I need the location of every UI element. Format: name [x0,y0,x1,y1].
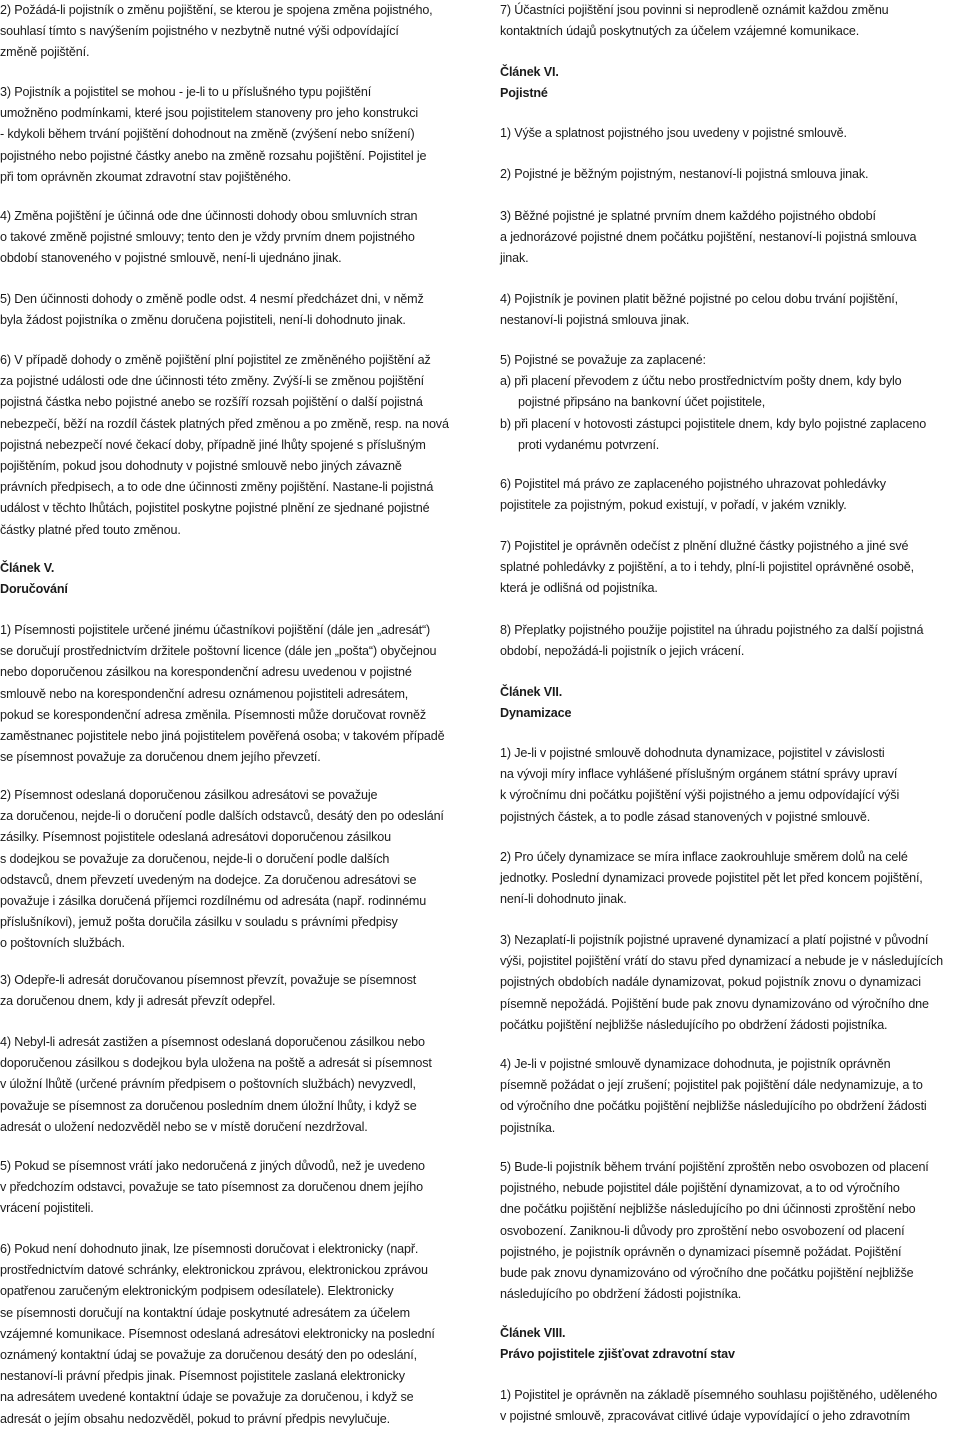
text-line: k výročnímu dni počátku pojištění výši pojistného a jemu odpovídající výši [500,788,900,803]
text-line: smlouvě nebo na korespondenční adresu oznámenou pojistiteli adresátem, [0,686,409,701]
article-heading [500,1323,960,1365]
text-line: souhlasí tímto s navýšením pojistného v nezbytně nutné výši odpovídající [0,24,399,39]
text-line: 7) Pojistitel je oprávněn odečíst z plnění dlužné částky pojistného a jiné své [500,539,909,553]
paragraph [0,1156,468,1220]
paragraph [500,0,960,42]
text-line: opatřenou zaručeným elektronickým podpisem odesílatele). Elektronicky [0,1284,394,1299]
paragraph [500,1385,960,1427]
text-line: splatné pohledávky z pojištění, a to i tehdy, plní-li pojistitel oprávněné osobě, [500,560,914,575]
text-line: pojistného, nebude pojistitel dále pojištění dynamizovat, a to od výročního [500,1181,900,1196]
article-number: Článek VIII. [500,1326,566,1340]
paragraph [0,82,468,188]
text-line: a jednorázové pojistné dnem počátku pojištění, nestanoví-li pojistná smlouva [500,230,917,245]
text-line: pojistitele za pojistným, pokud existují, v pořadí, v jakém vznikly. [500,498,847,513]
text-line: 3) Nezaplatí-li pojistník pojistné upravené dynamizací a platí pojistné v původní [500,933,929,947]
text-line: o poštovních službách. [0,936,125,951]
text-line: 6) V případě dohody o změně pojištění plní pojistitel ze změněného pojištění až [0,353,431,367]
text-line: pojistná částka nebo pojistné anebo se rozšíří rozsah pojištění o další pojistná [0,395,423,410]
text-line: období stanoveného v pojistné smlouvě, není-li ujednáno jinak. [0,251,342,266]
text-line: 4) Je-li v pojistné smlouvě dynamizace dohodnuta, je pojistník oprávněn [500,1057,891,1071]
text-line: jednotky. Poslední dynamizaci provede pojistitel pět let před koncem pojištění, [500,871,923,886]
text-line: 1) Písemnosti pojistitele určené jinému účastníkovi pojištění (dále jen „adresát“) [0,623,431,637]
text-line: adresát o jejím obsahu nedozvěděl, pokud to právní předpis nevylučuje. [0,1411,390,1426]
text-line: byla žádost pojistníka o změnu doručena pojistiteli, není-li dohodnuto jinak. [0,313,406,328]
text-line: 4) Změna pojištění je účinná ode dne účinnosti dohody obou smluvních stran [0,209,418,223]
text-line: odstavců, dnem převzetí uvedeným na dodejce. Za doručenou adresátovi se [0,872,417,887]
article-heading [500,62,960,104]
text-line: 6) Pojistitel má právo ze zaplaceného pojistného uhrazovat pohledávky [500,477,886,491]
paragraph [500,536,960,600]
text-line: 3) Běžné pojistné je splatné prvním dnem každého pojistného období [500,209,876,223]
text-line: 5) Pokud se písemnost vrátí jako nedoručená z jiných důvodů, než je uvedeno [0,1159,425,1173]
text-line: v předchozím odstavci, považuje se tato písemnost za doručenou dnem jejího [0,1180,423,1195]
text-line: za doručenou, nejde-li o doručení podle dalších odstavců, desátý den po odeslání [0,809,444,824]
text-line: v pojistné smlouvě, zpracovávat citlivé údaje vypovídající o jeho zdravotním [500,1409,910,1424]
text-line: se doručují prostřednictvím držitele poštovní licence (dále jen „pošta“) obyčejnou [0,644,437,659]
text-line: pojištěním, pokud jsou dohodnuty v pojistné smlouvě nebo jiných závazně [0,459,402,474]
text-line: osvobození. Zaniknou-li důvody pro zproštění nebo osvobození od placení [500,1223,905,1238]
paragraph [500,206,960,270]
text-line: 4) Pojistník je povinen platit běžné pojistné po celou dobu trvání pojištění, [500,292,899,306]
paragraph [0,970,468,1012]
text-line: oznámený kontaktní údaj se považuje za doručenou desátý den po odeslání, [0,1348,417,1363]
text-line: pojistné připsáno na bankovní účet pojistitele, [518,395,766,410]
paragraph [0,1239,468,1430]
text-line: dne počátku pojištění nejbližše následujícího po dni účinnosti zproštění nebo [500,1202,916,1217]
text-line: 6) Pokud není dohodnuto jinak, lze písemnosti doručovat i elektronicky (např. [0,1242,419,1256]
text-line: nestanoví-li pojistná smlouva jinak. [500,313,690,328]
text-line: 2) Pro účely dynamizace se míra inflace zaokrouhluje směrem dolů na celé [500,850,908,864]
paragraph [500,620,960,662]
paragraph [500,289,960,331]
text-line: 8) Přeplatky pojistného použije pojistitel na úhradu pojistného za další pojistná [500,623,924,637]
text-line: 3) Odepře-li adresát doručovanou písemnost převzít, považuje se písemnost [0,973,417,987]
text-line: následujícího po obdržení žádosti pojistníka. [500,1287,742,1302]
text-line: písemně požádat o její zrušení; pojistitel pak pojištění dále nedynamizuje, a to [500,1078,923,1093]
text-line: doporučenou zásilkou s dodejkou byla uložena na poště a adresát si písemnost [0,1056,432,1071]
text-line: b) při placení v hotovosti zástupci pojistitele dnem, kdy bylo pojistné zaplaceno [500,416,927,431]
text-line: událost v těchto lhůtách, pojistitel poskytne pojistné plnění ze sjednané pojistné [0,501,430,516]
text-line: výši, pojistitel pojištění vrátí do stavu před dynamizací a nebude je v následujících [500,954,943,969]
paragraph [0,1032,468,1138]
text-line: 5) Den účinnosti dohody o změně podle odst. 4 nesmí předcházet dni, v němž [0,292,424,306]
text-line: písemně nepožádá. Pojištění bude pak znovu dynamizováno od výročního dne [500,996,929,1011]
article-heading [500,682,960,724]
text-line: období, nepožádá-li pojistník o jejich vrácení. [500,644,745,659]
text-line: proti vydanému potvrzení. [518,437,660,452]
text-line: prostřednictvím datové schránky, elektronickou zprávou, elektronickou zprávou [0,1263,428,1278]
text-line: nebo doporučenou zásilkou na korespondenční adresu uvedenou v pojistné [0,665,412,680]
text-line: považuje se písemnost za doručenou posledním dnem úložní lhůty, i když se [0,1098,417,1113]
text-line: pojistných částek, a to podle zásad stanovených v pojistné smlouvě. [500,809,871,824]
text-line: nestanoví-li právní předpis jinak. Písemnost pojistitele zaslaná elektronicky [0,1369,405,1384]
text-line: se písemnosti doručují na kontaktní údaje poskytnuté adresátem za účelem [0,1305,410,1320]
article-title: Pojistné [500,86,548,101]
text-line: 2) Požádá-li pojistník o změnu pojištění, se kterou je spojena změna pojistného, [0,3,433,17]
article-number: Článek V. [0,561,55,575]
text-line: pojistných obdobích nadále dynamizovat, pokud pojistník znovu o dynamizaci [500,975,921,990]
text-line: 1) Je-li v pojistné smlouvě dohodnuta dynamizace, pojistitel v závislosti [500,746,885,760]
text-line: zaměstnanec pojistitele nebo jiná pojistitelem pověřená osoba; v takovém případě [0,729,445,744]
text-line: umožněno podmínkami, které jsou pojistitelem stanoveny pro jeho konstrukci [0,106,419,121]
text-line: a) při placení převodem z účtu nebo prostřednictvím pošty dnem, kdy bylo [500,374,902,389]
article-title: Doručování [0,582,68,597]
text-line: pojistného, je pojistník oprávněn o dynamizaci písemně požádat. Pojištění [500,1244,902,1259]
paragraph [500,474,960,516]
text-line: 2) Pojistné je běžným pojistným, nestanoví-li pojistná smlouva jinak. [500,167,869,181]
text-line: pojistná nebezpečí nové čekací doby, případně jiné lhůty spojené s příslušným [0,437,426,452]
text-line: právních předpisech, a to ode dne účinnosti změny pojištění. Nastane-li pojistná [0,480,434,495]
article-title: Dynamizace [500,706,572,721]
paragraph [500,1157,960,1305]
text-line: vrácení pojistiteli. [0,1201,94,1216]
article-title: Právo pojistitele zjišťovat zdravotní stav [500,1347,735,1362]
text-line: 1) Výše a splatnost pojistného jsou uvedeny v pojistné smlouvě. [500,126,847,140]
paragraph [0,350,468,541]
article-number: Článek VI. [500,65,559,79]
text-line: 7) Účastníci pojištění jsou povinni si neprodleně oznámit každou změnu [500,3,889,17]
text-line: při tom oprávněn zkoumat zdravotní stav pojištěného. [0,169,292,184]
text-line: o takové změně pojistné smlouvy; tento den je vždy prvním dnem pojistného [0,230,415,245]
paragraph [0,785,468,955]
paragraph [500,847,960,911]
text-line: 1) Pojistitel je oprávněn na základě písemného souhlasu pojištěného, uděleného [500,1388,938,1402]
text-line: vzájemné komunikace. Písemnost odeslaná adresátovi elektronicky na poslední [0,1326,435,1341]
text-line: s dodejkou se považuje za doručenou, nejde-li o doručení podle dalších [0,851,390,866]
text-line: - kdykoli během trvání pojištění dohodnout na změně (zvýšení nebo snížení) [0,127,415,142]
paragraph [0,206,468,270]
text-line: jinak. [500,251,529,266]
article-heading [0,558,468,600]
text-line: změně pojištění. [0,45,90,60]
paragraph [500,743,960,828]
text-line: 2) Písemnost odeslaná doporučenou zásilkou adresátovi se považuje [0,788,378,802]
text-line: 4) Nebyl-li adresát zastižen a písemnost odeslaná doporučenou zásilkou nebo [0,1035,425,1049]
paragraph [0,620,468,768]
paragraph [500,164,960,185]
text-line: pojistného nebo pojistné částky anebo na změně rozsahu pojištění. Pojistitel je [0,148,427,163]
paragraph [0,289,468,331]
text-line: kontaktních údajů poskytnutých za účelem vzájemné komunikace. [500,24,860,39]
text-line: nebezpečí, běží na rozdíl částek platných před změnou a po změně, resp. na nová [0,416,449,431]
text-line: v úložní lhůtě (určené právním předpisem o poštovních službách) nevyzvedl, [0,1077,416,1092]
text-line: počátku pojištění nejbližše následujícího po obdržení žádosti pojistníka. [500,1017,888,1032]
text-line: 5) Bude-li pojistník během trvání pojištění zproštěn nebo osvobozen od placení [500,1160,929,1174]
text-line: od výročního dne počátku pojištění nejbližše následujícího po obdržení žádosti [500,1099,927,1114]
text-line: za doručenou dnem, kdy ji adresát převzít odepřel. [0,994,276,1009]
text-line: která je odlišná od pojistníka. [500,581,658,596]
text-line: pojistníka. [500,1120,556,1135]
text-line: 5) Pojistné se považuje za zaplacené: [500,353,706,367]
text-line: zásilky. Písemnost pojistitele odeslaná adresátovi doporučenou zásilkou [0,830,391,845]
paragraph [500,930,960,1036]
text-line: pokud se korespondenční adresa změnila. Písemnosti může doručovat rovněž [0,707,427,722]
paragraph [500,350,960,456]
text-line: za pojistné události ode dne účinnosti této změny. Zvýší-li se změnou pojištění [0,374,425,389]
text-line: na adresátem uvedené kontaktní údaje se považuje za doručenou, i když se [0,1390,414,1405]
text-line: bude pak znovu dynamizováno od výročního dne počátku pojištění nejbližše [500,1266,914,1281]
text-line: příslušníkovi), jemuž pošta doručila zásilku v souladu s právními předpisy [0,915,398,930]
paragraph [500,1054,960,1139]
text-line: považuje i zásilka doručená příjemci rozdílnému od adresáta (např. rodinnému [0,894,427,909]
text-line: se písemnost považuje za doručenou dnem jejího převzetí. [0,750,321,765]
text-line: adresát o uložení nedozvěděl nebo se v místě doručení nezdržoval. [0,1119,368,1134]
text-line: částky platné před touto změnou. [0,522,181,537]
paragraph [0,0,468,64]
text-line: 3) Pojistník a pojistitel se mohou - je-li to u příslušného typu pojištění [0,85,372,99]
article-number: Článek VII. [500,685,563,699]
text-line: není-li dohodnuto jinak. [500,892,627,907]
text-line: na vývoji míry inflace vyhlášené příslušným orgánem státní správy upraví [500,767,898,782]
paragraph [500,123,960,144]
